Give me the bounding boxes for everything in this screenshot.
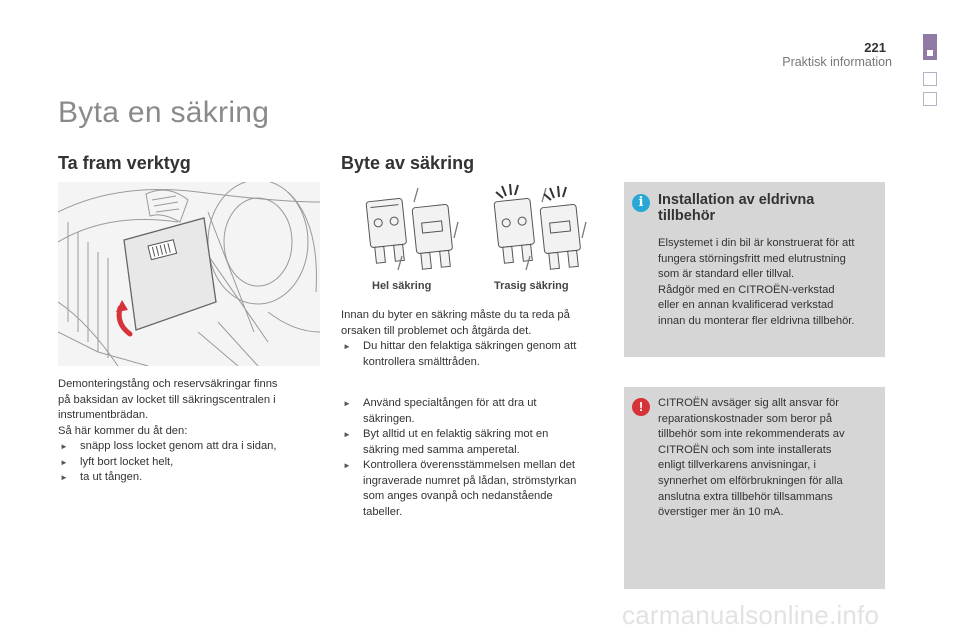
intro-line: Demonteringstång och reservsäkringar finns	[58, 378, 278, 390]
chapter-tab[interactable]	[923, 92, 937, 106]
warning-box	[624, 387, 885, 589]
warning-box-body: CITROËN avsäger sig allt ansvar för reparationskostnader som beror på tillbehör som inte rekommenderats av CITROËN och som inte installerats enligt tillverkarens anvisningar, i synnerhet om elförbrukningen för alla anslutna extra tillbehör tillsammans överstiger mer än 10 mA.	[658, 397, 845, 519]
fuse-intro-text	[341, 308, 603, 370]
caption-blown-fuse: Trasig säkring	[494, 280, 569, 292]
bullet-icon: ►	[60, 457, 68, 467]
bullet-icon: ►	[60, 473, 68, 482]
info-box-title: Installation av eldrivna tillbehör	[658, 192, 815, 224]
fuse-illustration	[360, 182, 600, 274]
fuse-steps-list	[341, 396, 603, 520]
para-line: Innan du byter en säkring måste du ta reda på	[341, 309, 570, 321]
watermark: carmanualsonline.info	[622, 600, 880, 630]
bullet-icon: ►	[343, 461, 351, 470]
caption-good-fuse: Hel säkring	[372, 280, 432, 292]
tools-heading: Ta fram verktyg	[58, 153, 191, 173]
intro-line: instrumentbrädan.	[58, 409, 149, 421]
bullet-icon: ►	[343, 430, 351, 439]
tools-text	[58, 377, 318, 486]
list-item: ► Byt alltid ut en felaktig säkring mot en säkring med samma amperetal.	[343, 428, 549, 456]
chapter-tab-active[interactable]	[923, 34, 937, 60]
intro-line: Så här kommer du åt den:	[58, 424, 188, 437]
section-name: Praktisk information	[782, 55, 892, 69]
fuse-check-list	[341, 339, 603, 370]
list-item: ► Kontrollera överensstämmelsen mellan det ingraverade numret på lådan, strömstyrkan som anges ovanpå och nedanstående tabeller.	[343, 459, 577, 518]
page-number: 221	[864, 40, 886, 55]
para-line: orsaken till problemet och åtgärda det.	[341, 324, 532, 337]
list-item: ► ta ut tången.	[58, 470, 318, 486]
fuse-change-heading: Byte av säkring	[341, 153, 475, 173]
chapter-tab[interactable]	[923, 72, 937, 86]
bullet-icon: ►	[60, 442, 68, 451]
bullet-icon: ►	[343, 399, 351, 408]
list-item: ► snäpp loss locket genom att dra i sidan,	[58, 439, 318, 455]
info-box-body: Elsystemet i din bil är konstruerat för att fungera störningsfritt med elutrustning som är standard eller tillval. Rådgör med en CITROËN-verkstad eller en annan kvalificerad verkstad innan du monterar fler eldrivna tillbehör.	[658, 237, 855, 327]
dashboard-illustration	[58, 182, 320, 366]
warning-icon: !	[632, 398, 650, 416]
bullet-icon: ►	[343, 342, 351, 351]
fuse-drawing	[360, 182, 600, 274]
dashboard-fuse-cover-drawing	[58, 182, 320, 366]
page-title: Byta en säkring	[58, 96, 270, 129]
list-item: ► Använd specialtången för att dra ut säkringen.	[343, 397, 537, 425]
info-box	[624, 182, 885, 357]
tab-square-icon	[927, 50, 933, 56]
list-item: ► Du hittar den felaktiga säkringen genom att kontrollera smälttråden.	[343, 340, 577, 368]
intro-line: på baksidan av locket till säkringscentralen i	[58, 393, 276, 406]
fuse-steps-text	[341, 396, 603, 520]
list-item: ► lyft bort locket helt,	[58, 455, 318, 471]
tools-steps-list	[58, 439, 318, 486]
info-icon: i	[632, 194, 650, 212]
